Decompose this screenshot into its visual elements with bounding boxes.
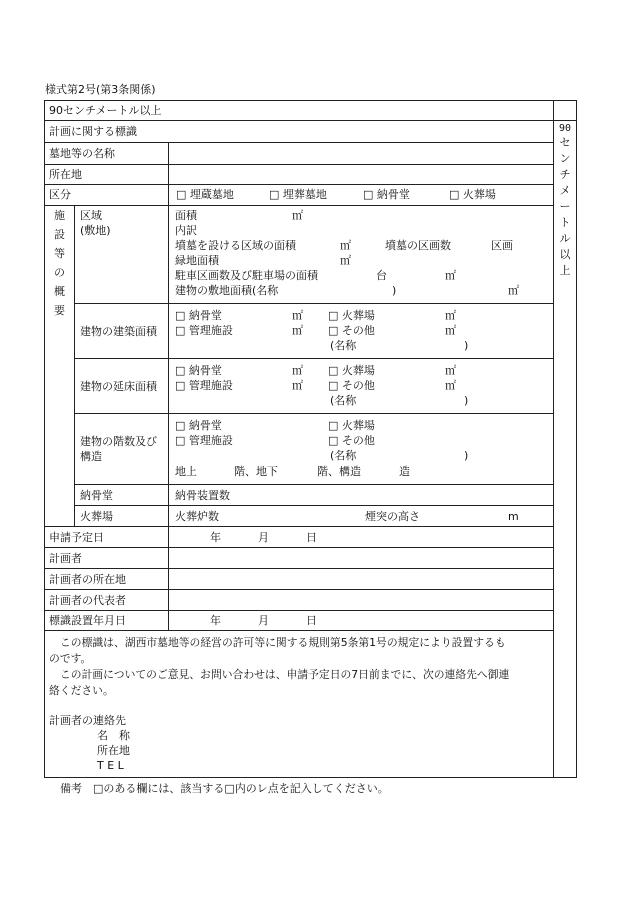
option-other[interactable]: □ その他: [328, 379, 375, 392]
building-site: 建物の敷地面積(名称: [175, 284, 279, 297]
option-ossuary[interactable]: □ 納骨堂: [175, 364, 222, 377]
label-structure: 構造: [80, 450, 102, 463]
form-number: 様式第2号(第3条関係): [45, 83, 156, 96]
label-location: 所在地: [49, 168, 82, 181]
date-month: 月: [258, 531, 269, 544]
name-paren: (名称: [330, 394, 357, 407]
option-ossuary[interactable]: □ 納骨堂: [363, 188, 410, 201]
date-day: 日: [306, 614, 317, 627]
option-crematorium[interactable]: □ 火葬場: [328, 364, 375, 377]
unit-m2: ㎡: [292, 379, 303, 392]
height-note-vertical: 90 セ ン チ メ ー ト ル 以 上: [558, 123, 572, 277]
option-crematorium[interactable]: □ 火葬場: [449, 188, 496, 201]
label-ossuary: 納骨堂: [80, 489, 113, 502]
date-month: 月: [258, 614, 269, 627]
unit-m2: ㎡: [340, 239, 351, 252]
label-site: (敷地): [80, 224, 111, 237]
name-paren: (名称: [330, 449, 357, 462]
floors-below: 階、地下: [234, 465, 278, 478]
option-other[interactable]: □ その他: [328, 324, 375, 337]
label-building-area: 建物の建築面積: [80, 325, 157, 338]
area-total: 面積: [175, 209, 197, 222]
green-area: 緑地面積: [175, 254, 219, 267]
close-paren: ): [392, 284, 397, 297]
option-crematorium[interactable]: □ 火葬場: [328, 419, 375, 432]
unit-m2: ㎡: [292, 209, 303, 222]
label-area: 区域: [80, 209, 102, 222]
option-ossuary[interactable]: □ 納骨堂: [175, 309, 222, 322]
unit-m2: ㎡: [445, 324, 456, 337]
unit-m2: ㎡: [508, 284, 519, 297]
unit-m2: ㎡: [292, 324, 303, 337]
unit-m2: ㎡: [445, 379, 456, 392]
unit-m2: ㎡: [340, 254, 351, 267]
structure-built: 造: [399, 465, 410, 478]
parking: 駐車区画数及び駐車場の面積: [175, 269, 318, 282]
height-note: 90センチメートル以上: [49, 104, 162, 117]
floors-structure: 階、構造: [317, 465, 361, 478]
notice-paragraph-2: この計画についてのご意見、お問い合わせは、申請予定日の7日前までに、次の連絡先へ御連: [60, 668, 510, 681]
option-crematorium[interactable]: □ 火葬場: [328, 309, 375, 322]
option-ossuary[interactable]: □ 納骨堂: [175, 419, 222, 432]
unit-m2: ㎡: [445, 364, 456, 377]
label-planner: 計画者: [49, 552, 82, 565]
label-crematorium: 火葬場: [80, 510, 113, 523]
notice-paragraph-2-cont: 絡ください。: [49, 684, 114, 697]
label-sign-date: 標識設置年月日: [49, 614, 126, 627]
contact-address: 所在地: [97, 744, 130, 757]
furnace-count: 火葬炉数: [175, 510, 219, 523]
option-burial-grave[interactable]: □ 埋葬墓地: [269, 188, 327, 201]
unit-m2: ㎡: [292, 364, 303, 377]
label-floor-area: 建物の延床面積: [80, 380, 157, 393]
sign-title: 計画に関する標識: [49, 125, 137, 138]
notice-paragraph-1: この標識は、湖西市墓地等の経営の許可等に関する規則第5条第1号の規定により設置するも: [60, 636, 506, 649]
grave-area: 墳墓を設ける区域の面積: [175, 239, 296, 252]
label-floors-structure: 建物の階数及び: [80, 435, 157, 448]
option-admin[interactable]: □ 管理施設: [175, 324, 233, 337]
notice-paragraph-1-cont: のです。: [49, 652, 92, 665]
ossuary-units: 納骨装置数: [175, 489, 230, 502]
date-year: 年: [210, 531, 221, 544]
unit-m: m: [508, 510, 519, 523]
label-planner-address: 計画者の所在地: [49, 573, 126, 586]
option-buried-grave[interactable]: □ 埋蔵墓地: [176, 188, 234, 201]
grave-count: 墳墓の区画数: [385, 239, 451, 252]
label-facility-overview: 施 設 等 の 概 要: [54, 209, 65, 317]
unit-plot: 区画: [491, 239, 513, 252]
remarks: 備考 □のある欄には、該当する□内のレ点を記入してください。: [60, 782, 389, 795]
unit-m2: ㎡: [292, 309, 303, 322]
unit-m2: ㎡: [445, 309, 456, 322]
label-apply-date: 申請予定日: [49, 531, 104, 544]
contact-name: 名 称: [97, 729, 130, 742]
contact-heading: 計画者の連絡先: [49, 714, 126, 727]
close-paren: ): [464, 339, 469, 352]
chimney-height: 煙突の高さ: [365, 510, 420, 523]
label-planner-rep: 計画者の代表者: [49, 594, 126, 607]
label-name: 墓地等の名称: [49, 147, 115, 160]
option-admin[interactable]: □ 管理施設: [175, 434, 233, 447]
close-paren: ): [464, 394, 469, 407]
unit-cars: 台: [376, 269, 387, 282]
area-breakdown: 内訳: [175, 224, 197, 237]
contact-tel: T E L: [97, 759, 124, 772]
label-category: 区分: [49, 188, 71, 201]
unit-m2: ㎡: [445, 269, 456, 282]
floors-above: 地上: [175, 465, 197, 478]
date-day: 日: [306, 531, 317, 544]
date-year: 年: [210, 614, 221, 627]
name-paren: (名称: [330, 339, 357, 352]
option-other[interactable]: □ その他: [328, 434, 375, 447]
close-paren: ): [464, 449, 469, 462]
option-admin[interactable]: □ 管理施設: [175, 379, 233, 392]
